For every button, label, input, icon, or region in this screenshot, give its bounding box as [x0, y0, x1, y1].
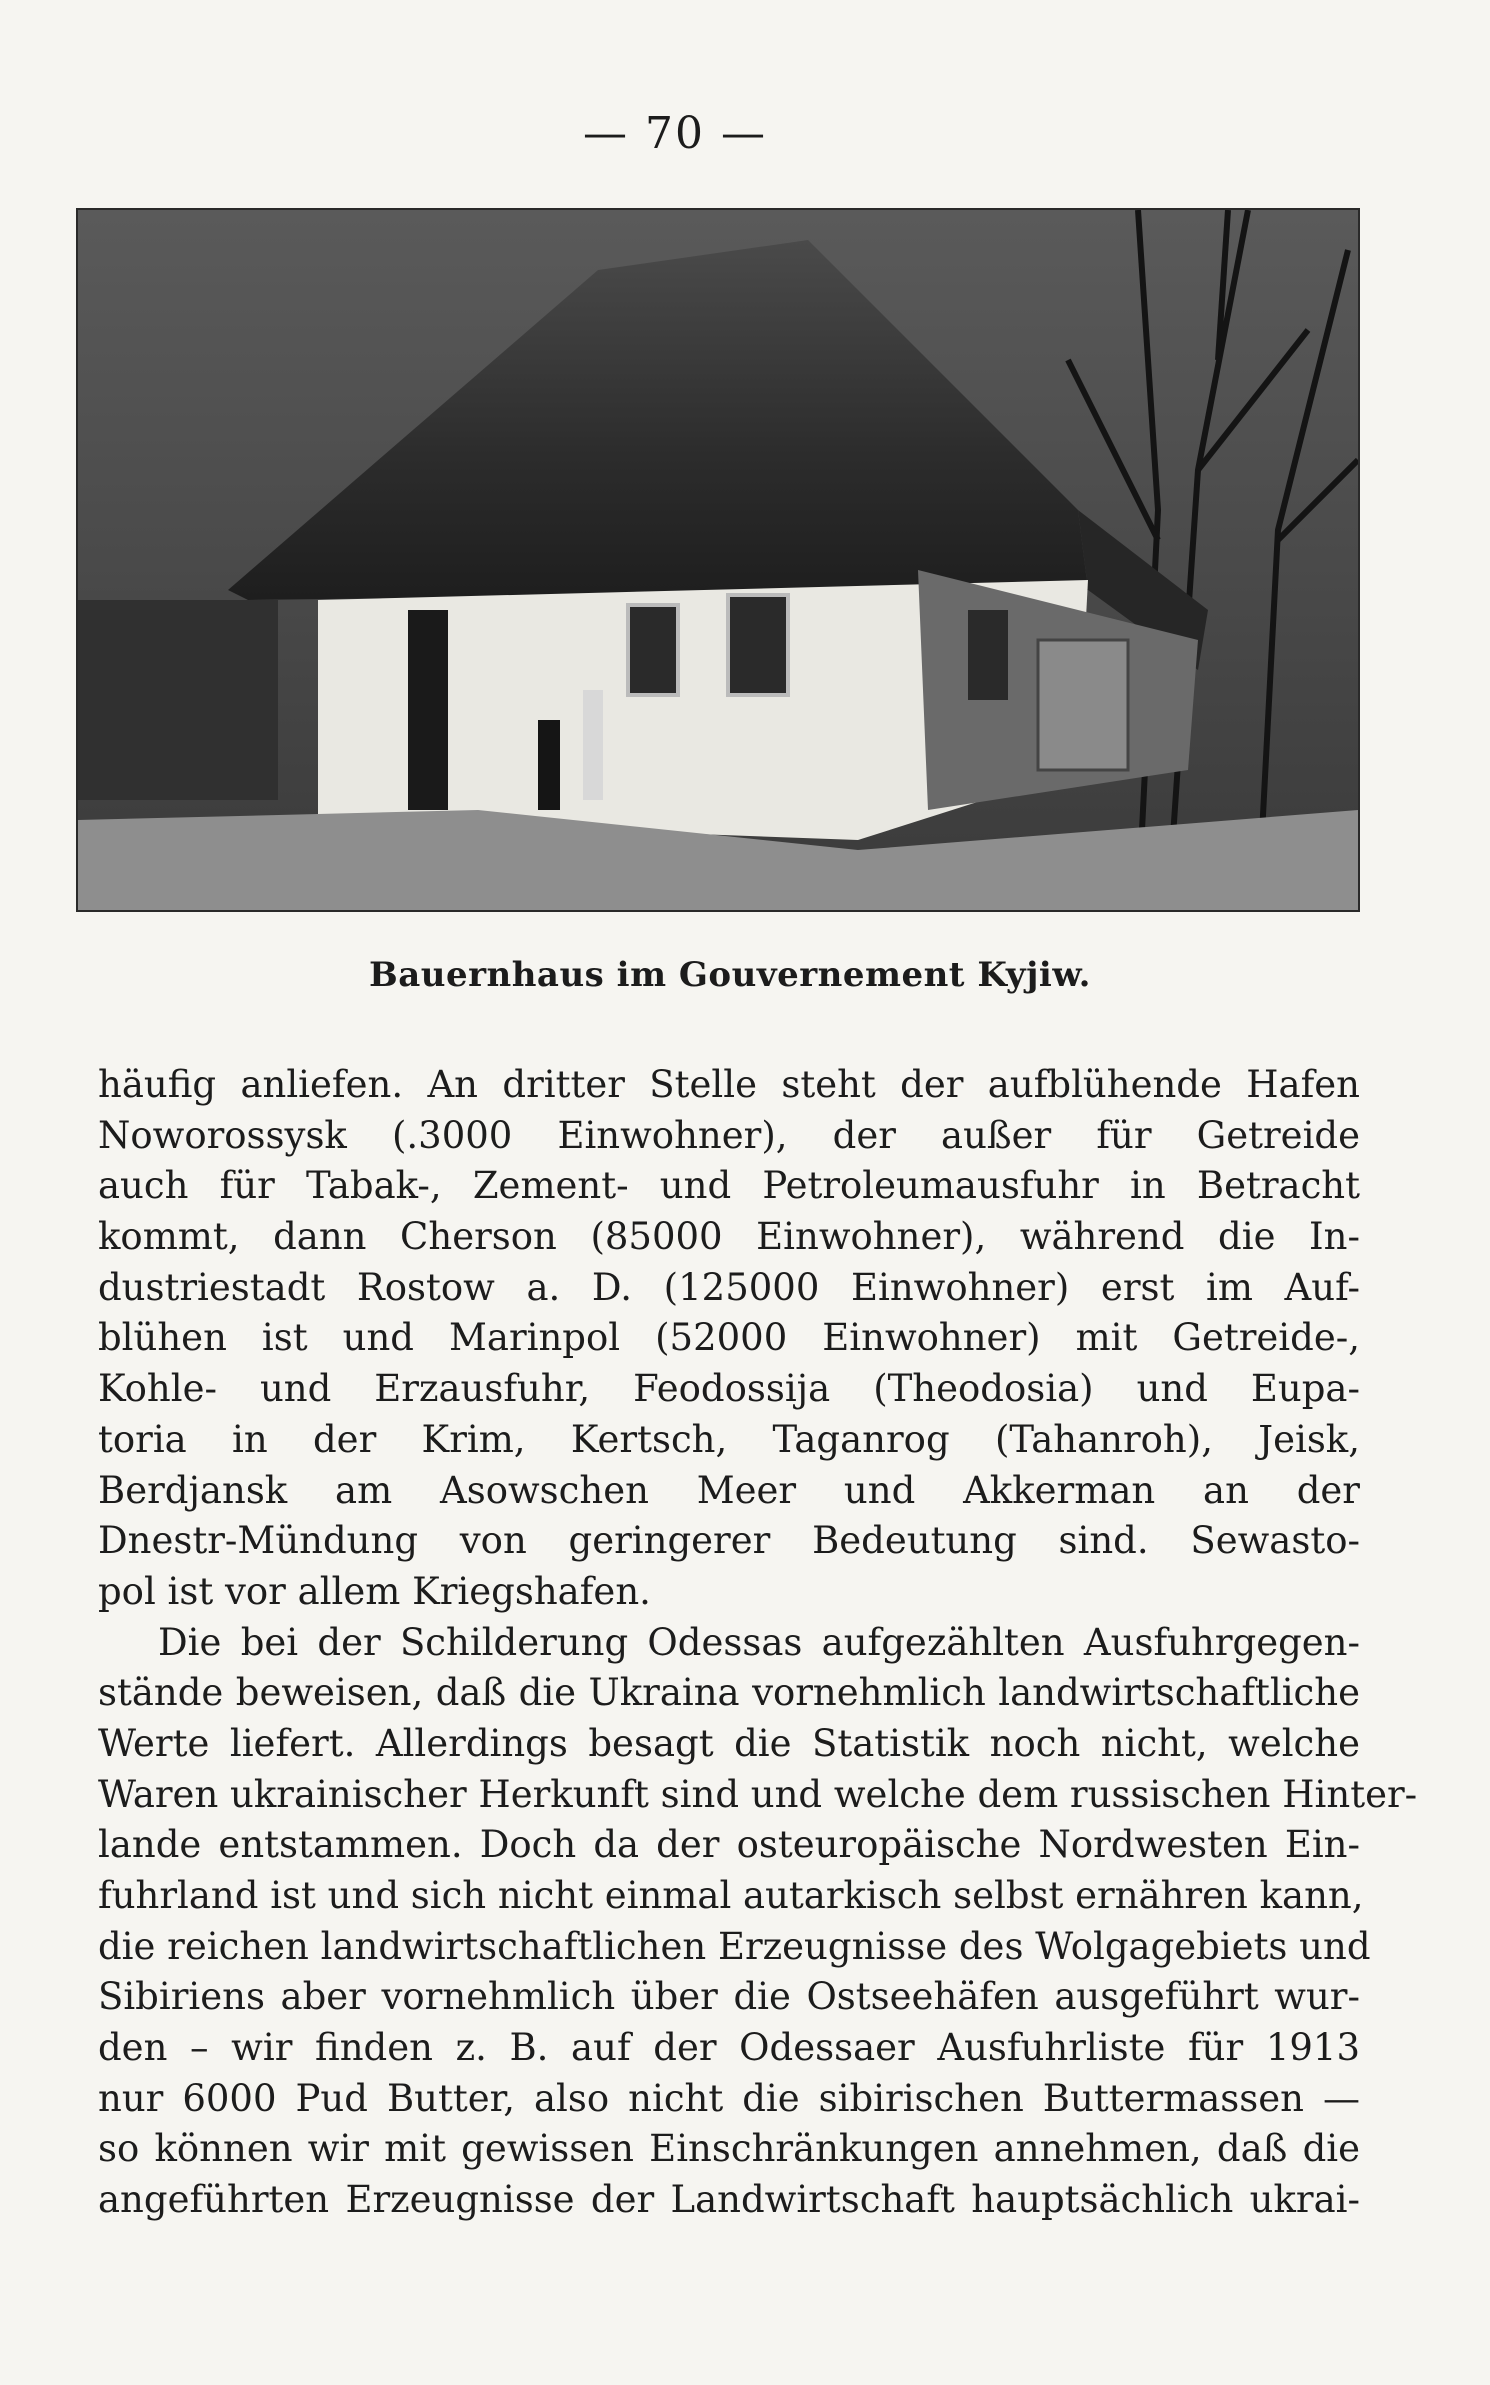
figure-caption: Bauernhaus im Gouvernement Kyjiw.	[368, 955, 1092, 995]
text-line: häufig anliefen. An dritter Stelle steht der aufblühende Hafen	[98, 1063, 1360, 1106]
text-line: fuhrland ist und sich nicht einmal autarkisch selbst ernähren kann,	[98, 1874, 1364, 1917]
text-line: auch für Tabak-, Zement- und Petroleumausfuhr in Betracht	[98, 1164, 1360, 1208]
text-line: kommt, dann Cherson (85000 Einwohner), während die In-	[98, 1215, 1360, 1259]
text-line: Noworossysk (.3000 Einwohner), der außer für Getreide	[98, 1113, 1360, 1157]
text-line: Waren ukrainischer Herkunft sind und welche dem russischen Hinter-	[98, 1772, 1418, 1816]
text-line: lande entstammen. Doch da der osteuropäische Nordwesten Ein-	[98, 1823, 1360, 1867]
text-line: toria in der Krim, Kertsch, Taganrog (Tahanroh), Jeisk,	[98, 1417, 1360, 1461]
text-line: die reichen landwirtschaftlichen Erzeugnisse des Wolgagebiets und	[98, 1924, 1371, 1968]
text-line: Berdjansk am Asowschen Meer und Akkerman an der	[98, 1468, 1360, 1512]
text-line: Dnestr-Mündung von geringerer Bedeutung sind. Sewasto-	[98, 1519, 1360, 1563]
text-line: angeführten Erzeugnisse der Landwirtschaft hauptsächlich ukrai-	[98, 2178, 1360, 2222]
text-line: den – wir finden z. B. auf der Odessaer Ausfuhrliste für 1913	[98, 2026, 1360, 2070]
text-line: dustriestadt Rostow a. D. (125000 Einwohner) erst im Auf-	[98, 1265, 1360, 1309]
farmhouse-photo	[76, 208, 1360, 912]
text-line: pol ist vor allem Kriegshafen.	[98, 1569, 651, 1613]
text-line: Kohle- und Erzausfuhr, Feodossija (Theodosia) und Eupa-	[98, 1367, 1360, 1411]
text-line: Werte liefert. Allerdings besagt die Statistik noch nicht, welche	[98, 1721, 1360, 1765]
text-line: nur 6000 Pud Butter, also nicht die sibirischen Buttermassen —	[98, 2076, 1360, 2120]
page-number: — 70 —	[583, 108, 767, 159]
text-line: blühen ist und Marinpol (52000 Einwohner) mit Getreide-,	[98, 1316, 1360, 1360]
text-line: so können wir mit gewissen Einschränkungen annehmen, daß die	[98, 2127, 1360, 2171]
body-text	[98, 1060, 1418, 2226]
text-line: stände beweisen, daß die Ukraina vornehmlich landwirtschaftliche	[98, 1671, 1360, 1715]
text-line: Sibiriens aber vornehmlich über die Ostseehäfen ausgeführt wur-	[98, 1975, 1360, 2019]
text-line: Die bei der Schilderung Odessas aufgezählten Ausfuhrgegen-	[158, 1620, 1360, 1664]
